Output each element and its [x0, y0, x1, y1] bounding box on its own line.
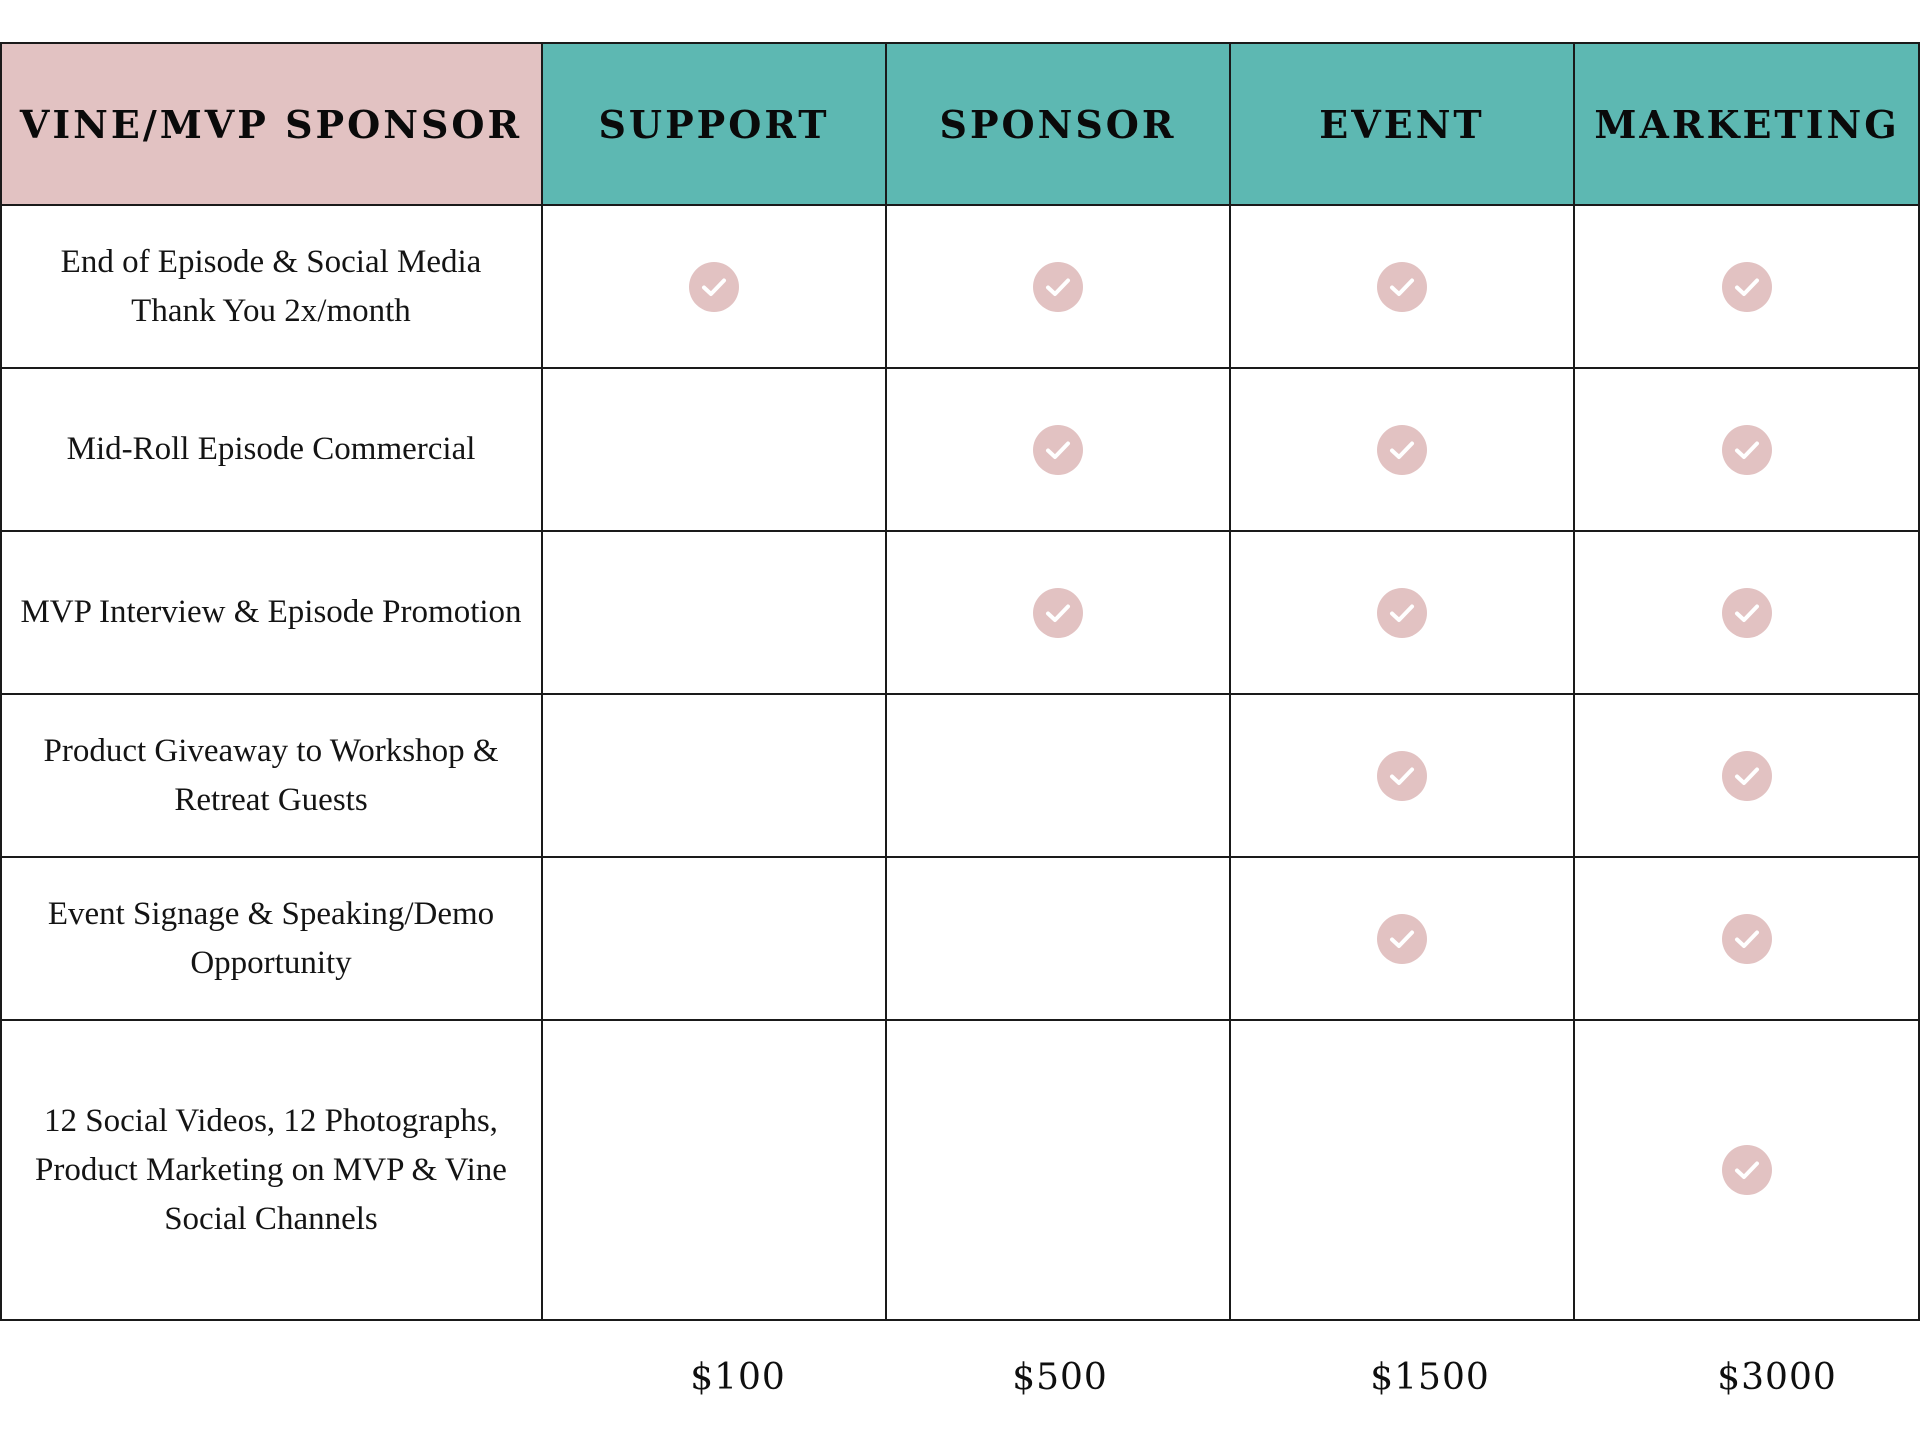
feature-label: Product Giveaway to Workshop & Retreat Guests	[43, 732, 499, 818]
tier-cell-support	[542, 205, 886, 368]
tier-header-support	[542, 43, 886, 205]
check-circle-icon	[689, 262, 739, 312]
tier-price-event: $1500	[1370, 1356, 1490, 1398]
feature-cell	[0, 1020, 542, 1320]
check-circle-icon	[1722, 914, 1772, 964]
tier-header-label: SUPPORT	[598, 101, 830, 147]
tier-cell-marketing	[1574, 1020, 1920, 1320]
tier-header-event	[1230, 43, 1574, 205]
tier-cell-event	[1230, 205, 1574, 368]
grid-line-vertical	[885, 43, 887, 1320]
tier-cell-sponsor	[886, 694, 1230, 857]
tier-cell-sponsor	[886, 857, 1230, 1020]
grid-line-vertical	[0, 43, 2, 1320]
check-circle-icon	[1033, 588, 1083, 638]
tier-header-sponsor	[886, 43, 1230, 205]
tier-header-marketing	[1574, 43, 1920, 205]
tier-cell-support	[542, 1020, 886, 1320]
tier-cell-marketing	[1574, 368, 1920, 531]
tier-cell-marketing	[1574, 531, 1920, 694]
check-circle-icon	[1377, 751, 1427, 801]
grid-line-horizontal	[0, 530, 1920, 532]
feature-label: Event Signage & Speaking/Demo Opportunity	[47, 895, 495, 981]
feature-cell	[0, 205, 542, 368]
tier-cell-event	[1230, 531, 1574, 694]
feature-cell	[0, 694, 542, 857]
feature-label: MVP Interview & Episode Promotion	[20, 594, 522, 630]
tier-price-sponsor: $500	[1012, 1356, 1108, 1398]
check-circle-icon	[1377, 588, 1427, 638]
tier-price-support: $100	[690, 1356, 786, 1398]
check-circle-icon	[1722, 1145, 1772, 1195]
grid-line-horizontal	[0, 1319, 1920, 1321]
check-circle-icon	[1377, 425, 1427, 475]
tier-cell-event	[1230, 1020, 1574, 1320]
feature-label: Mid-Roll Episode Commercial	[66, 431, 476, 467]
tier-header-label: MARKETING	[1594, 101, 1900, 147]
tier-cell-event	[1230, 694, 1574, 857]
grid-line-horizontal	[0, 1019, 1920, 1021]
tier-cell-marketing	[1574, 205, 1920, 368]
check-circle-icon	[1033, 425, 1083, 475]
feature-header-cell	[0, 43, 542, 205]
feature-cell	[0, 368, 542, 531]
grid-line-vertical	[541, 43, 543, 1320]
check-circle-icon	[1033, 262, 1083, 312]
tier-price-marketing: $3000	[1717, 1356, 1837, 1398]
grid-line-horizontal	[0, 204, 1920, 206]
tier-cell-sponsor	[886, 205, 1230, 368]
tier-cell-support	[542, 531, 886, 694]
check-circle-icon	[1722, 262, 1772, 312]
check-circle-icon	[1377, 262, 1427, 312]
feature-cell	[0, 531, 542, 694]
tier-cell-support	[542, 857, 886, 1020]
grid-line-horizontal	[0, 693, 1920, 695]
check-circle-icon	[1722, 425, 1772, 475]
feature-cell	[0, 857, 542, 1020]
grid-line-vertical	[1573, 43, 1575, 1320]
tier-cell-marketing	[1574, 694, 1920, 857]
tier-header-label: EVENT	[1319, 101, 1485, 147]
tier-cell-support	[542, 694, 886, 857]
check-circle-icon	[1377, 914, 1427, 964]
grid-line-horizontal	[0, 42, 1920, 44]
tier-header-label: SPONSOR	[939, 101, 1177, 147]
tier-cell-sponsor	[886, 368, 1230, 531]
check-circle-icon	[1722, 588, 1772, 638]
feature-label: End of Episode & Social Media Thank You 2x/month	[60, 243, 482, 329]
grid-line-horizontal	[0, 856, 1920, 858]
tier-cell-support	[542, 368, 886, 531]
tier-cell-marketing	[1574, 857, 1920, 1020]
grid-line-horizontal	[0, 367, 1920, 369]
tier-cell-event	[1230, 857, 1574, 1020]
feature-label: 12 Social Videos, 12 Photographs, Product Marketing on MVP & Vine Social Channels	[35, 1102, 507, 1237]
tier-cell-event	[1230, 368, 1574, 531]
tier-cell-sponsor	[886, 531, 1230, 694]
tier-cell-sponsor	[886, 1020, 1230, 1320]
check-circle-icon	[1722, 751, 1772, 801]
feature-header-title: VINE/MVP SPONSOR	[19, 101, 523, 147]
grid-line-vertical	[1229, 43, 1231, 1320]
